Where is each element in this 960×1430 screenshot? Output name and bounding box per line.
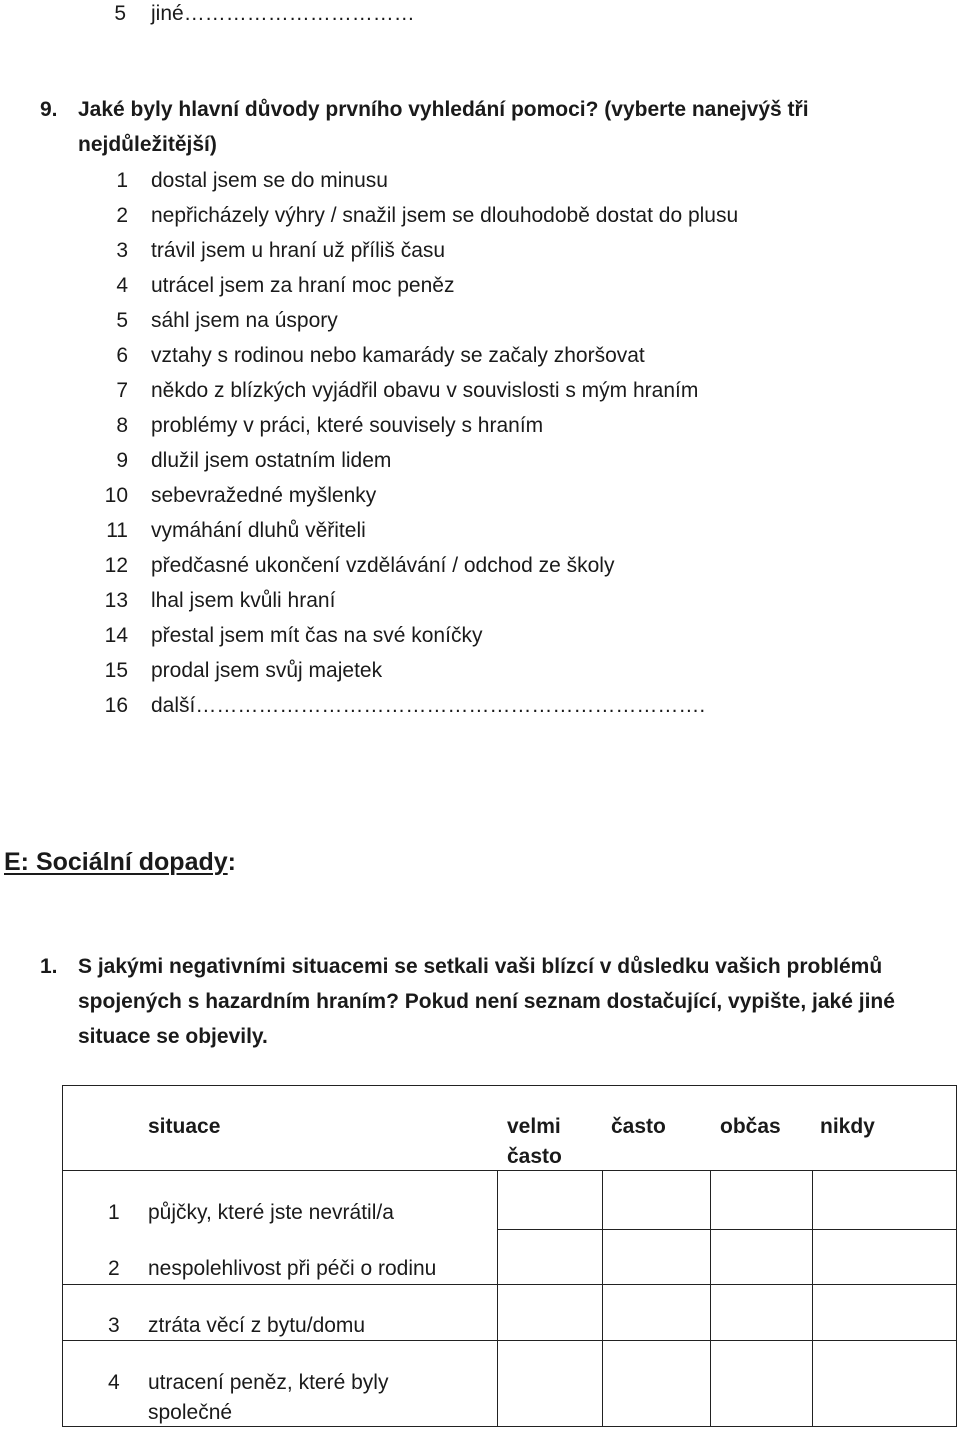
- option-text: vztahy s rodinou nebo kamarády se začaly zhoršovat: [151, 344, 645, 367]
- option-number: 5: [114, 2, 126, 25]
- option-text: utrácel jsem za hraní moc peněz: [151, 274, 455, 297]
- option-number: 10: [104, 484, 128, 507]
- table-column-divider: [497, 1170, 498, 1427]
- option-number: 3: [116, 239, 128, 262]
- row-number: 3: [108, 1314, 120, 1337]
- option-number: 4: [116, 274, 128, 297]
- option-text: lhal jsem kvůli hraní: [151, 589, 336, 612]
- option-number: 11: [106, 519, 128, 542]
- question-text-line-1: Jaké byly hlavní důvody prvního vyhledání pomoci? (vyberte nanejvýš tři: [78, 98, 809, 121]
- row-number: 2: [108, 1257, 120, 1280]
- table-column-divider: [812, 1170, 813, 1427]
- option-text: přestal jsem mít čas na své koníčky: [151, 624, 483, 647]
- option-text: dlužil jsem ostatním lidem: [151, 449, 392, 472]
- header-nikdy: nikdy: [820, 1115, 875, 1138]
- option-text: prodal jsem svůj majetek: [151, 659, 383, 682]
- option-text: jiné……………………………: [151, 2, 415, 25]
- table-row-divider: [62, 1340, 957, 1341]
- header-casto: často: [611, 1115, 666, 1138]
- option-text: předčasné ukončení vzdělávání / odchod ze školy: [151, 554, 615, 577]
- option-text: někdo z blízkých vyjádřil obavu v souvislosti s mým hraním: [151, 379, 699, 402]
- option-text: vymáhání dluhů věřiteli: [151, 519, 366, 542]
- option-number: 2: [116, 204, 128, 227]
- option-number: 8: [116, 414, 128, 437]
- row-text: půjčky, které jste nevrátil/a: [148, 1201, 394, 1224]
- option-number: 1: [116, 169, 128, 192]
- table-header-divider: [62, 1170, 957, 1171]
- option-number: 9: [116, 449, 128, 472]
- option-number: 14: [104, 624, 128, 647]
- table-row-divider: [497, 1229, 957, 1230]
- row-text-line-1: utracení peněz, které byly: [148, 1371, 389, 1394]
- row-number: 1: [108, 1201, 120, 1224]
- row-number: 4: [108, 1371, 120, 1394]
- question-text-line-3: situace se objevily.: [78, 1025, 268, 1048]
- option-text: sáhl jsem na úspory: [151, 309, 338, 332]
- row-text: ztráta věcí z bytu/domu: [148, 1314, 366, 1337]
- option-number: 12: [104, 554, 128, 577]
- header-velmi-casto-line-1: velmi: [507, 1115, 561, 1138]
- question-number: 1.: [40, 955, 58, 978]
- header-situace: situace: [148, 1115, 221, 1138]
- table-row-divider: [62, 1284, 957, 1285]
- option-number: 6: [116, 344, 128, 367]
- option-number: 13: [104, 589, 128, 612]
- option-text: trávil jsem u hraní už příliš času: [151, 239, 446, 262]
- header-obcas: občas: [720, 1115, 781, 1138]
- row-text: nespolehlivost při péči o rodinu: [148, 1257, 437, 1280]
- option-text: sebevražedné myšlenky: [151, 484, 377, 507]
- option-text: dostal jsem se do minusu: [151, 169, 388, 192]
- header-velmi-casto-line-2: často: [507, 1145, 562, 1168]
- option-text: další……………………………………………………………….: [151, 694, 706, 717]
- section-title: [4, 848, 236, 877]
- option-text: problémy v práci, které souvisely s hraním: [151, 414, 544, 437]
- option-number: 7: [116, 379, 128, 402]
- table-column-divider: [602, 1170, 603, 1427]
- question-number: 9.: [40, 98, 58, 121]
- section-title-colon: :: [227, 848, 236, 876]
- table-column-divider: [710, 1170, 711, 1427]
- option-number: 15: [104, 659, 128, 682]
- option-text: nepřicházely výhry / snažil jsem se dlouhodobě dostat do plusu: [151, 204, 739, 227]
- option-number: 16: [104, 694, 128, 717]
- question-text-line-2: nejdůležitější): [78, 133, 217, 156]
- question-text-line-2: spojených s hazardním hraním? Pokud není seznam dostačující, vypište, jaké jiné: [78, 990, 895, 1013]
- option-number: 5: [116, 309, 128, 332]
- section-title-text: E: Sociální dopady: [4, 848, 228, 876]
- row-text-line-2: společné: [148, 1401, 233, 1424]
- question-text-line-1: S jakými negativními situacemi se setkali vaši blízcí v důsledku vašich problémů: [78, 955, 883, 978]
